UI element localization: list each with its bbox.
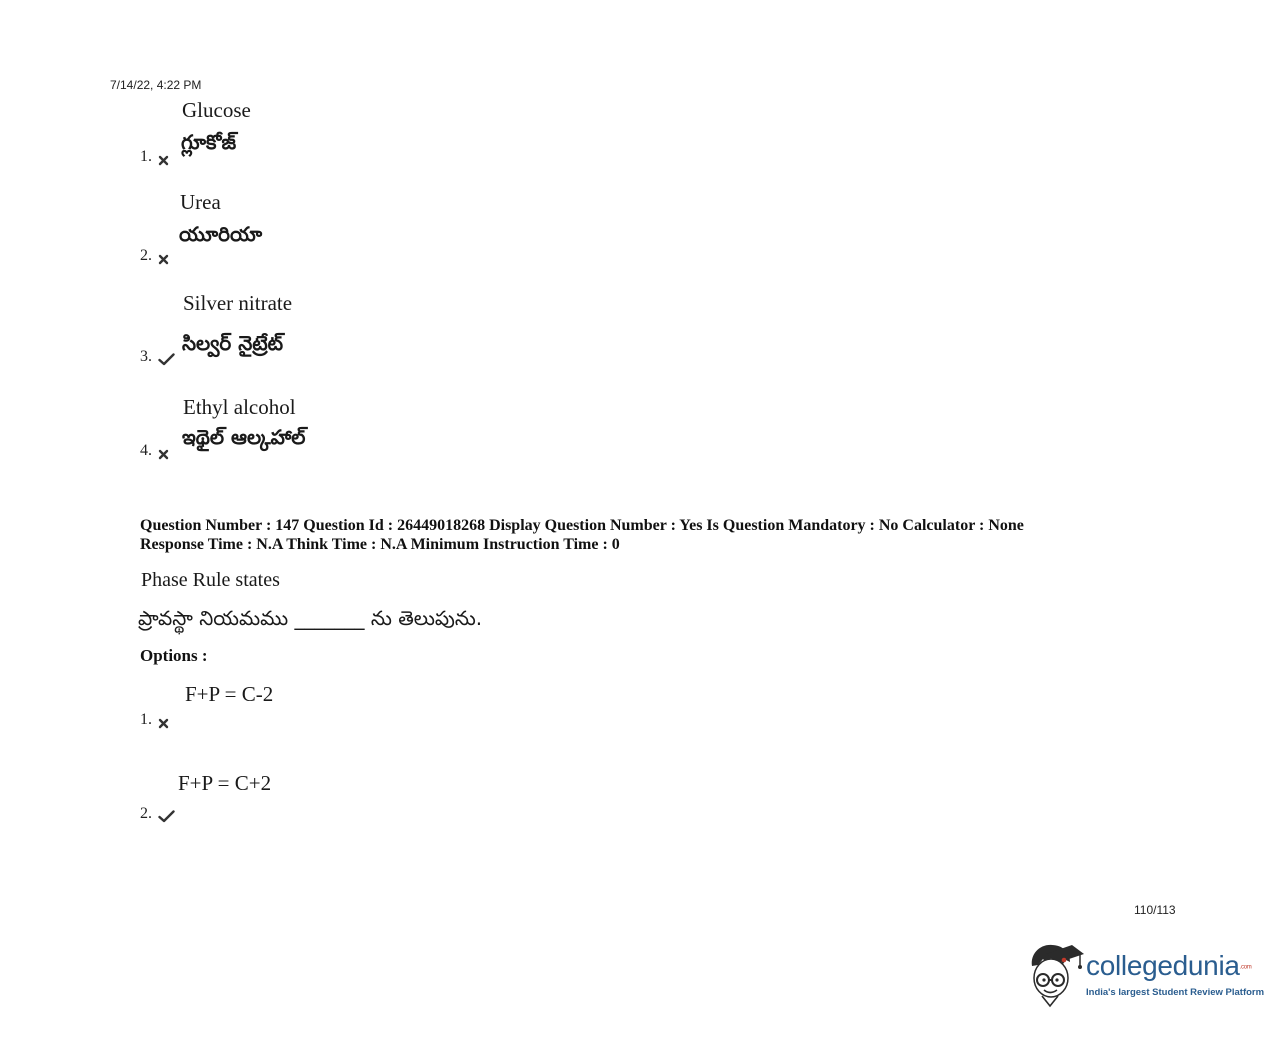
option-text: F+P = C-2 <box>185 682 274 706</box>
question-metadata <box>140 516 1260 554</box>
option-text: F+P = C+2 <box>178 771 272 795</box>
cross-icon <box>158 155 169 166</box>
option-number: 2. <box>140 805 152 822</box>
option-number-row <box>140 805 175 823</box>
mascot-icon <box>1026 940 1086 1010</box>
option-number-row <box>140 247 169 265</box>
check-icon <box>158 810 175 823</box>
cross-icon <box>158 449 169 460</box>
option-number: 1. <box>140 711 152 728</box>
option-number: 2. <box>140 247 152 264</box>
print-timestamp: 7/14/22, 4:22 PM <box>110 78 202 92</box>
options-label: Options : <box>140 646 208 665</box>
option-english-text: Glucose <box>182 98 251 122</box>
logo-wordmark-text: collegedunia <box>1086 950 1240 981</box>
option-number: 1. <box>140 148 152 165</box>
option-english-text: Urea <box>180 190 221 214</box>
option-telugu-text: యూరియా <box>179 222 263 246</box>
question-meta-line: Response Time : N.A Think Time : N.A Minimum Instruction Time : 0 <box>140 536 620 553</box>
logo-tagline: India's largest Student Review Platform <box>1086 987 1265 998</box>
option-number-row <box>140 148 169 166</box>
logo-wordmark <box>1086 950 1251 982</box>
logo-domain-suffix: .com <box>1239 964 1252 971</box>
option-telugu-text: గ్లూకోజ్ <box>181 130 237 154</box>
page-number: 110/113 <box>1134 903 1176 917</box>
question-text-telugu: ప్రావస్థా నియమము _______ ను తెలుపును. <box>138 606 483 630</box>
option-telugu-text: సిల్వర్ నైట్రేట్ <box>182 331 284 355</box>
option-telugu-text: ఇథైల్ ఆల్కహాల్ <box>182 425 306 449</box>
cross-icon <box>158 254 169 265</box>
question-text-english: Phase Rule states <box>141 569 280 591</box>
check-icon <box>158 353 175 366</box>
cross-icon <box>158 718 169 729</box>
option-number-row <box>140 348 175 366</box>
option-number-row <box>140 442 169 460</box>
question-meta-line: Question Number : 147 Question Id : 26449018268 Display Question Number : Yes Is Question Mandatory : No Calculator : None <box>140 517 1024 534</box>
option-english-text: Silver nitrate <box>183 291 293 315</box>
option-english-text: Ethyl alcohol <box>183 395 296 419</box>
option-number: 3. <box>140 348 152 365</box>
collegedunia-logo <box>1026 940 1265 1010</box>
option-number-row <box>140 711 169 729</box>
option-number: 4. <box>140 442 152 459</box>
